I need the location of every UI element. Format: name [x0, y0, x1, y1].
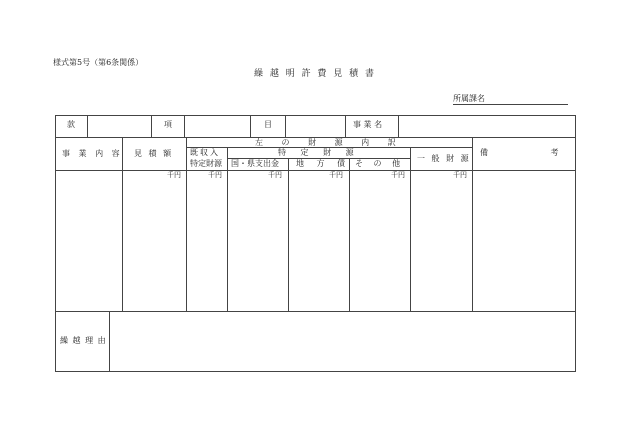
bikou-input[interactable]: [473, 171, 575, 311]
unit-label: 千円: [208, 171, 222, 179]
kurikoshi-riyu-input[interactable]: [110, 312, 575, 371]
row1-divider: [151, 115, 152, 137]
department-label: 所属課名: [453, 94, 485, 103]
sonota-header: そ の 他: [355, 159, 405, 168]
unit-label: 千円: [268, 171, 282, 179]
moku-label: 目: [264, 120, 272, 129]
zaigen-uchiwake-header: 左 の 財 源 内 訳: [255, 138, 404, 147]
ippan-zaigen-header: 一 般 財 源: [417, 154, 471, 163]
row1-divider: [345, 115, 346, 137]
chihosai-header: 地 方 債: [296, 159, 351, 168]
kan-input[interactable]: [88, 116, 151, 137]
row1-divider: [250, 115, 251, 137]
kokuken-input[interactable]: [228, 171, 288, 311]
tokutei-zaigen-header: 特 定 財 源: [278, 148, 360, 157]
ippan-zaigen-input[interactable]: [411, 171, 472, 311]
kokuken-header: 国・県支出金: [231, 159, 279, 168]
chihosai-input[interactable]: [289, 171, 349, 311]
unit-label: 千円: [167, 171, 181, 179]
mitsumori-gaku-header: 見 積 額: [134, 149, 174, 158]
kou-input[interactable]: [185, 116, 250, 137]
document-title: 繰 越 明 許 費 見 積 書: [253, 69, 377, 79]
kou-label: 項: [164, 120, 172, 129]
jigyo-mei-input[interactable]: [399, 116, 575, 137]
sonota-input[interactable]: [350, 171, 410, 311]
moku-input[interactable]: [286, 116, 345, 137]
department-field-line[interactable]: [453, 104, 568, 105]
kurikoshi-riyu-label: 繰 越 理 由: [60, 336, 107, 345]
kishu-input[interactable]: [187, 171, 227, 311]
jigyo-mei-label: 事 業 名: [353, 120, 383, 129]
unit-label: 千円: [391, 171, 405, 179]
mitsumori-gaku-input[interactable]: [123, 171, 186, 311]
table-right-border: [575, 115, 576, 372]
kishu-top-header: 既収入: [190, 148, 220, 157]
unit-label: 千円: [453, 171, 467, 179]
form-number: 様式第5号（第6条関係）: [53, 58, 144, 67]
jigyo-naiyo-header: 事 業 内 容: [62, 149, 123, 158]
table-bottom-border: [55, 371, 576, 372]
jigyo-naiyo-input[interactable]: [56, 171, 122, 311]
unit-label: 千円: [329, 171, 343, 179]
kan-label: 款: [67, 120, 75, 129]
bikou-header: 備 考: [480, 148, 559, 157]
kishu-bottom-header: 特定財源: [190, 159, 222, 168]
